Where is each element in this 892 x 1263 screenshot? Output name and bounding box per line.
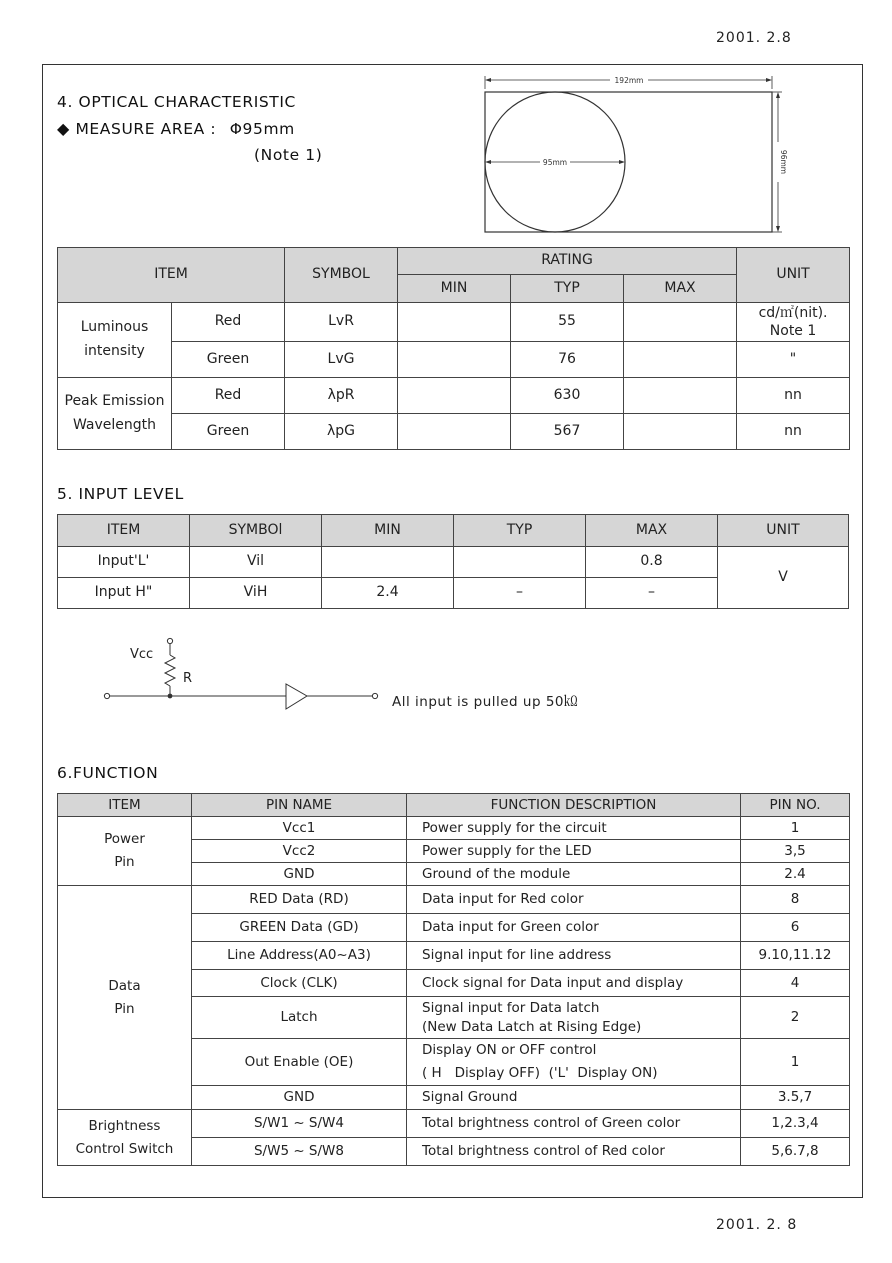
typ-cell: 76 — [511, 342, 624, 378]
group-label: Data Pin — [58, 886, 192, 1110]
unit-cell: V — [718, 547, 849, 609]
table-row — [58, 303, 850, 342]
sub-item: Red — [172, 303, 285, 342]
header-symbol: SYMBOl — [190, 515, 322, 547]
pin-name-cell: GREEN Data (GD) — [192, 914, 407, 942]
pin-no-cell: 3,5 — [741, 840, 850, 863]
vcc-terminal — [167, 638, 172, 643]
min-cell — [398, 342, 511, 378]
typ-cell: – — [454, 578, 586, 609]
width-dimension-label: 192mm — [614, 76, 644, 85]
pin-name-cell: GND — [192, 863, 407, 886]
max-cell — [624, 414, 737, 450]
footer-date: 2001. 2. 8 — [716, 1217, 798, 1233]
group-label: Luminous intensity — [58, 303, 172, 378]
header-min: MIN — [398, 275, 511, 303]
measure-area-value: Φ95mm — [229, 120, 295, 138]
pin-name-cell: Vcc1 — [192, 817, 407, 840]
pin-name-cell: S/W5 ~ S/W8 — [192, 1138, 407, 1166]
description-cell: Total brightness control of Red color — [407, 1138, 741, 1166]
symbol-cell: λpG — [285, 414, 398, 450]
description-cell: Clock signal for Data input and display — [407, 970, 741, 997]
pin-name-cell: RED Data (RD) — [192, 886, 407, 914]
measure-area-label: MEASURE AREA : — [75, 120, 217, 138]
description-cell: Ground of the module — [407, 863, 741, 886]
pin-no-cell: 9.10,11.12 — [741, 942, 850, 970]
measure-note: (Note 1) — [254, 146, 323, 164]
pin-name-cell: Line Address(A0~A3) — [192, 942, 407, 970]
junction-dot — [168, 694, 173, 699]
pin-no-cell: 6 — [741, 914, 850, 942]
pin-name-cell: S/W1 ~ S/W4 — [192, 1110, 407, 1138]
section4-title: 4. OPTICAL CHARACTERISTIC — [57, 93, 296, 111]
typ-cell: 567 — [511, 414, 624, 450]
header-item: ITEM — [58, 794, 192, 817]
pin-name-cell: GND — [192, 1086, 407, 1110]
sub-item: Red — [172, 378, 285, 414]
pin-no-cell: 8 — [741, 886, 850, 914]
header-unit: UNIT — [718, 515, 849, 547]
header-max: MAX — [624, 275, 737, 303]
pin-name-cell: Vcc2 — [192, 840, 407, 863]
min-cell — [398, 414, 511, 450]
symbol-cell: LvG — [285, 342, 398, 378]
unit-cell: cd/㎡(nit). Note 1 — [737, 303, 850, 342]
input-level-table — [57, 514, 849, 609]
unit-cell: nn — [737, 414, 850, 450]
pullup-caption: All input is pulled up 50㏀ — [392, 694, 579, 710]
header-max: MAX — [586, 515, 718, 547]
max-cell: 0.8 — [586, 547, 718, 578]
table-row — [58, 547, 849, 578]
pin-no-cell: 1,2.3,4 — [741, 1110, 850, 1138]
description-cell: Total brightness control of Green color — [407, 1110, 741, 1138]
max-cell — [624, 303, 737, 342]
description-cell: Display ON or OFF control ( H Display OFF) ('L' Display ON) — [407, 1039, 741, 1086]
header-function-description: FUNCTION DESCRIPTION — [407, 794, 741, 817]
typ-cell: 630 — [511, 378, 624, 414]
table-row — [58, 817, 850, 840]
item-cell: Input'L' — [58, 547, 190, 578]
header-unit: UNIT — [737, 248, 850, 303]
measure-area-diagram — [478, 70, 798, 240]
measure-area-line — [57, 119, 295, 138]
description-cell: Signal Ground — [407, 1086, 741, 1110]
pin-no-cell: 2.4 — [741, 863, 850, 886]
pin-name-cell: Latch — [192, 997, 407, 1039]
group-label: Power Pin — [58, 817, 192, 886]
pin-no-cell: 1 — [741, 817, 850, 840]
pin-no-cell: 3.5,7 — [741, 1086, 850, 1110]
description-cell: Power supply for the LED — [407, 840, 741, 863]
typ-cell: 55 — [511, 303, 624, 342]
resistor-label: R — [183, 671, 193, 686]
max-cell — [624, 342, 737, 378]
section6-title: 6.FUNCTION — [57, 764, 159, 782]
header-item: ITEM — [58, 515, 190, 547]
description-cell: Signal input for Data latch (New Data Latch at Rising Edge) — [407, 997, 741, 1039]
input-terminal — [104, 693, 109, 698]
unit-cell: nn — [737, 378, 850, 414]
header-symbol: SYMBOL — [285, 248, 398, 303]
circle-dimension-label: 95mm — [542, 158, 568, 167]
sub-item: Green — [172, 414, 285, 450]
unit-cell: " — [737, 342, 850, 378]
header-pin-name: PIN NAME — [192, 794, 407, 817]
table-row — [58, 342, 850, 378]
table-row — [58, 1110, 850, 1138]
header-typ: TYP — [454, 515, 586, 547]
header-item: ITEM — [58, 248, 285, 303]
height-dimension-label: 96mm — [779, 149, 788, 175]
sub-item: Green — [172, 342, 285, 378]
header-min: MIN — [322, 515, 454, 547]
pin-no-cell: 1 — [741, 1039, 850, 1086]
pin-no-cell: 5,6.7,8 — [741, 1138, 850, 1166]
symbol-cell: Vil — [190, 547, 322, 578]
table-row — [58, 886, 850, 914]
typ-cell — [454, 547, 586, 578]
resistor-symbol — [165, 655, 175, 686]
header-typ: TYP — [511, 275, 624, 303]
min-cell — [322, 547, 454, 578]
output-terminal — [372, 693, 377, 698]
max-cell: – — [586, 578, 718, 609]
optical-characteristic-table — [57, 247, 850, 450]
description-cell: Signal input for line address — [407, 942, 741, 970]
buffer-symbol — [286, 684, 307, 709]
function-table — [57, 793, 850, 1166]
section5-title: 5. INPUT LEVEL — [57, 485, 184, 503]
vcc-label: Vcc — [130, 647, 154, 662]
table-row — [58, 414, 850, 450]
pin-no-cell: 4 — [741, 970, 850, 997]
pin-name-cell: Clock (CLK) — [192, 970, 407, 997]
min-cell — [398, 378, 511, 414]
pin-no-cell: 2 — [741, 997, 850, 1039]
header-pin-no: PIN NO. — [741, 794, 850, 817]
symbol-cell: λpR — [285, 378, 398, 414]
symbol-cell: LvR — [285, 303, 398, 342]
description-cell: Data input for Green color — [407, 914, 741, 942]
table-row — [58, 378, 850, 414]
header-rating: RATING — [398, 248, 737, 275]
max-cell — [624, 378, 737, 414]
input-pullup-circuit — [95, 630, 615, 720]
diamond-bullet-icon: ◆ — [57, 119, 70, 138]
header-date: 2001. 2.8 — [716, 30, 792, 46]
description-cell: Power supply for the circuit — [407, 817, 741, 840]
symbol-cell: ViH — [190, 578, 322, 609]
min-cell — [398, 303, 511, 342]
item-cell: Input H" — [58, 578, 190, 609]
group-label: Peak Emission Wavelength — [58, 378, 172, 450]
min-cell: 2.4 — [322, 578, 454, 609]
group-label: Brightness Control Switch — [58, 1110, 192, 1166]
description-cell: Data input for Red color — [407, 886, 741, 914]
pin-name-cell: Out Enable (OE) — [192, 1039, 407, 1086]
